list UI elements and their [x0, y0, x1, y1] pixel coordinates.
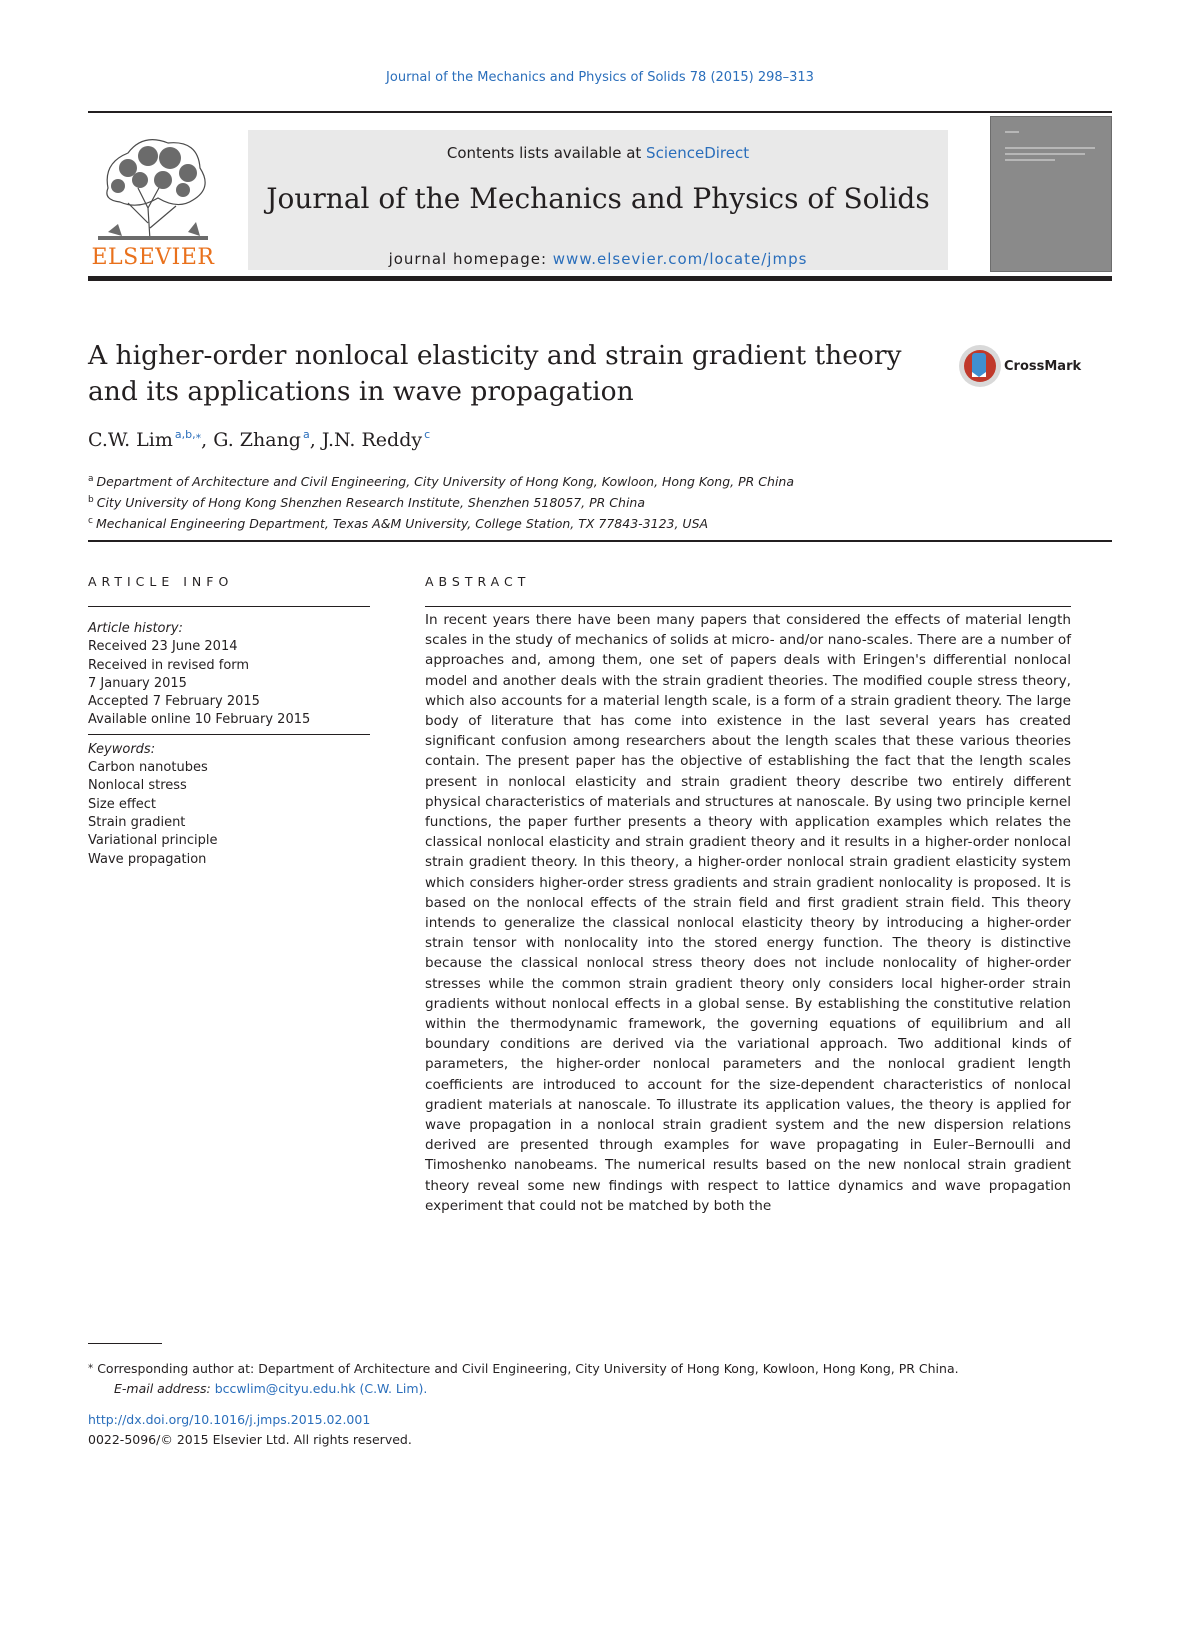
affiliation-item: [88, 512, 1088, 533]
author-affiliation-marks[interactable]: c: [424, 428, 431, 441]
corresponding-author-footnote: [88, 1355, 1088, 1399]
history-item: Accepted 7 February 2015: [88, 694, 260, 710]
cover-line: [1005, 153, 1085, 155]
affiliation-mark: a: [88, 474, 94, 484]
article-title-line: A higher-order nonlocal elasticity and strain gradient theory: [88, 340, 902, 371]
author-affiliation-marks[interactable]: a: [302, 428, 310, 441]
masthead-top-rule: [88, 111, 1112, 113]
running-head[interactable]: Journal of the Mechanics and Physics of Solids 78 (2015) 298–313: [386, 70, 814, 85]
author-name[interactable]: G. Zhang: [213, 429, 301, 451]
email-suffix: (C.W. Lim).: [355, 1381, 428, 1397]
affiliation-text: Mechanical Engineering Department, Texas A&M University, College Station, TX 77843-3123, USA: [95, 516, 709, 532]
crossmark-label: CrossMark: [1004, 359, 1082, 374]
affiliation-mark: b: [88, 495, 94, 506]
keyword-item: Strain gradient: [88, 814, 186, 830]
article-info-rule: [88, 606, 370, 607]
affiliation-text: Department of Architecture and Civil Engineering, City University of Hong Kong, Kowloon, Hong Kong, PR China: [96, 474, 795, 490]
history-item: 7 January 2015: [88, 675, 187, 691]
article-info-divider: [88, 734, 370, 735]
keywords-label: Keywords:: [88, 741, 156, 757]
footnote-rule: [88, 1343, 162, 1344]
article-history-label: Article history:: [88, 621, 183, 636]
journal-homepage-link[interactable]: www.elsevier.com/locate/jmps: [552, 250, 808, 268]
doi-block: [88, 1410, 412, 1450]
cover-line: [1005, 159, 1055, 161]
affiliation-mark: c: [88, 516, 93, 527]
keyword-item: Carbon nanotubes: [88, 760, 208, 776]
affiliation-item: [88, 491, 1088, 512]
doi-link[interactable]: http://dx.doi.org/10.1016/j.jmps.2015.02.001: [88, 1412, 371, 1427]
history-item: Received in revised form: [88, 657, 250, 673]
crossmark-badge[interactable]: [958, 344, 1108, 392]
cover-line: [1005, 147, 1095, 149]
journal-title: Journal of the Mechanics and Physics of Solids: [266, 182, 930, 215]
sciencedirect-link[interactable]: ScienceDirect: [646, 144, 750, 162]
author-list: [88, 428, 430, 451]
keyword-item: Variational principle: [88, 833, 218, 849]
publisher-name: ELSEVIER: [91, 245, 215, 270]
copyright-line: 0022-5096/© 2015 Elsevier Ltd. All rights reserved.: [88, 1432, 412, 1447]
keyword-item: Wave propagation: [88, 851, 207, 867]
footnote-mark: ⁎: [88, 1359, 94, 1371]
footnote-line: [88, 1355, 1088, 1379]
abstract-rule: [425, 606, 1071, 607]
abstract-text: In recent years there have been many papers that considered the effects of material length scales in the study of mechanics of solids at micro- and/or nano-scales. There are a number of approaches and, among them, one set of papers deals with Eringen's differential nonlocal model and another deals with the strain gradient theories. The modified couple stress theory, which also accounts for a material length scale, is a form of a strain gradient theory. The large body of literature that has come into existence in the last several years has created significant confusion among researchers about the length scales that these various theories contain. The present paper has the objective of establishing the fact that the length scales present in nonlocal elasticity and strain gradient theory describe two entirely different physical characteristics of materials and structures at nanoscale. By using two principle kernel functions, the paper further presents a theory with application examples which relates the classical nonlocal elasticity and strain gradient theory and it results in a higher-order nonlocal strain gradient theory. In this theory, a higher-order nonlocal strain gradient elasticity system which considers higher-order stress gradients and strain gradient nonlocality is proposed. It is based on the nonlocal effects of the strain field and first gradient strain field. This theory intends to generalize the classical nonlocal elasticity theory by introducing a higher-order strain tensor with nonlocality into the stored energy function. The theory is distinctive because the classical nonlocal stress theory does not include nonlocality of higher-order stresses while the common strain gradient theory only considers local higher-order strain gradients without nonlocal effects in a global sense. By establishing the constitutive relation within the thermodynamic framework, the governing equations of equilibrium and all boundary conditions are derived via the variational approach. Two additional kinds of parameters, the higher-order nonlocal parameters and the nonlocal gradient length coefficients are introduced to account for the size-dependent characteristics of nonlocal gradient materials at nanoscale. To illustrate its application values, the theory is applied for wave propagation in a nonlocal strain gradient system and the new dispersion relations derived are presented through examples for wave propagating in Euler–Bernoulli and Timoshenko nanobeams. The numerical results based on the new nonlocal strain gradient theory reveal some new findings with respect to lattice dynamics and wave propagation experiment that could not be matched by both the: [425, 612, 1071, 1214]
article-info-heading: ARTICLE INFO: [88, 574, 234, 589]
affiliation-item: [88, 470, 1088, 491]
masthead: [88, 114, 1112, 280]
article-title-line: and its applications in wave propagation: [88, 376, 634, 407]
keyword-item: Nonlocal stress: [88, 778, 187, 794]
email-label: E-mail address:: [114, 1381, 215, 1397]
author-email-link[interactable]: bccwlim@cityu.edu.hk: [214, 1381, 356, 1397]
keyword-item: Size effect: [88, 796, 157, 812]
footnote-email-line: [88, 1379, 1088, 1399]
author-separator: ,: [309, 429, 322, 451]
author-affiliation-marks[interactable]: a,b,⁎: [174, 428, 202, 441]
affiliation-text: City University of Hong Kong Shenzhen Research Institute, Shenzhen 518057, PR China: [96, 495, 645, 511]
homepage-line: [248, 250, 948, 268]
header-separator-rule: [88, 540, 1112, 542]
article-info: [88, 620, 370, 869]
journal-cover-thumbnail: [990, 116, 1112, 272]
contents-line: [248, 144, 948, 162]
article-title: [88, 338, 948, 410]
history-item: Available online 10 February 2015: [88, 712, 311, 728]
author-separator: ,: [201, 429, 214, 451]
history-item: Received 23 June 2014: [88, 639, 238, 655]
crossmark-icon: [958, 344, 1002, 388]
journal-header-box: [248, 130, 948, 270]
cover-line: [1005, 131, 1019, 133]
abstract-heading: ABSTRACT: [425, 574, 531, 589]
contents-prefix: Contents lists available at: [446, 144, 647, 162]
affiliations: [88, 470, 1088, 533]
homepage-prefix: journal homepage:: [388, 250, 553, 268]
masthead-bottom-rule: [88, 276, 1112, 281]
author-name[interactable]: C.W. Lim: [88, 429, 173, 451]
author-name[interactable]: J.N. Reddy: [321, 429, 423, 451]
footnote-text: Corresponding author at: Department of Architecture and Civil Engineering, City University of Hong Kong, Kowloon, Hong Kong, PR China.: [97, 1361, 959, 1377]
